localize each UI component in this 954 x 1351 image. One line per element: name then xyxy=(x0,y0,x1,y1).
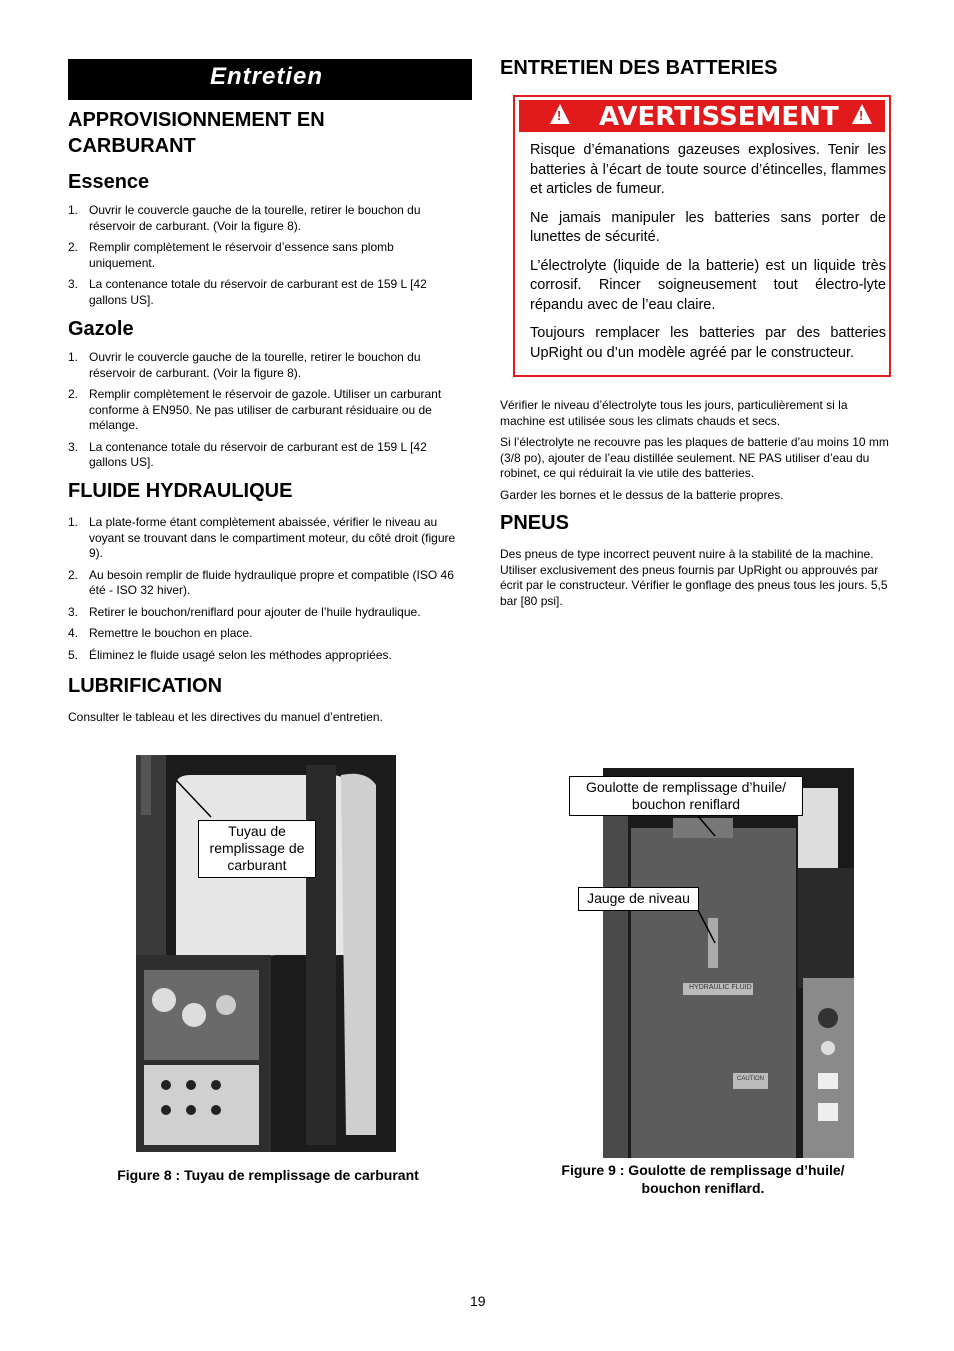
fuel-tank-illustration xyxy=(136,755,396,1152)
list-item: 1. La plate-forme étant complètement abaissée, vérifier le niveau au voyant se trouvant dans le compartiment moteur, du côté droit (figure 9). xyxy=(68,515,456,560)
warning-paragraph: Toujours remplacer les batteries par des batteries UpRight ou d’un modèle agréé par le constructeur. xyxy=(530,325,886,361)
battery-paragraph: Garder les bornes et le dessus de la batterie propres. xyxy=(500,488,784,502)
list-item: 4. Remettre le bouchon en place. xyxy=(68,626,253,640)
heading-batteries: ENTRETIEN DES BATTERIES xyxy=(500,57,778,79)
warning-paragraph: L’électrolyte (liquide de la batterie) est un liquide très corrosif. Rincer soigneusement tout électro-lyte répandu avec de l’eau claire. xyxy=(530,257,886,313)
list-item: 3. La contenance totale du réservoir de carburant est de 159 L [42 gallons US]. xyxy=(68,277,427,307)
page-number: 19 xyxy=(470,1293,486,1309)
essence-list xyxy=(68,203,463,314)
list-item: 3. La contenance totale du réservoir de carburant est de 159 L [42 gallons US]. xyxy=(68,439,427,469)
warning-label: AVERTISSEMENT xyxy=(599,102,839,132)
warning-triangle-icon: ! xyxy=(550,104,570,124)
figure9-caption: Figure 9 : Goulotte de remplissage d’huile/ bouchon reniflard. xyxy=(561,1162,845,1196)
list-item: 2. Remplir complètement le réservoir d’essence sans plomb uniquement. xyxy=(68,240,394,270)
list-item: 3. Retirer le bouchon/reniflard pour ajouter de l’huile hydraulique. xyxy=(68,604,421,619)
warning-paragraph: Risque d’émanations gazeuses explosives. Tenir les batteries à l’écart de toute source d’étincelles, flammes et articles de fumeur. xyxy=(530,142,886,197)
list-item: 2. Au besoin remplir de fluide hydraulique propre et compatible (ISO 46 été - ISO 32 hiver). xyxy=(68,567,454,597)
section-title-bar xyxy=(68,59,472,100)
lubrification-text: Consulter le tableau et les directives du manuel d’entretien. xyxy=(68,710,383,724)
heading-lubrification: LUBRIFICATION xyxy=(68,675,223,697)
figure8-caption: Figure 8 : Tuyau de remplissage de carburant xyxy=(117,1167,419,1183)
battery-paragraph: Vérifier le niveau d’électrolyte tous les jours, particulièrement si la machine est utilisée sous les climats chauds et secs. xyxy=(500,398,848,428)
warning-triangle-icon: ! xyxy=(852,104,872,124)
hydraulic-tank-illustration xyxy=(603,768,854,1158)
tank-label: HYDRAULIC FLUID xyxy=(689,984,752,991)
warning-paragraph: Ne jamais manipuler les batteries sans porter de lunettes de sécurité. xyxy=(530,209,886,245)
gazole-list xyxy=(68,350,463,477)
heading-fluide: FLUIDE HYDRAULIQUE xyxy=(68,480,293,502)
pneus-text: Des pneus de type incorrect peuvent nuire à la stabilité de la machine. Utiliser exclusivement des pneus fournis par UpRight ou approuvés par écrit par le constructeur. Vérifier le gonflage des pneus tous les jours. 5,5 bar [80 psi]. xyxy=(500,547,888,608)
figure8-photo xyxy=(136,755,396,1152)
caution-label: CAUTION xyxy=(737,1076,764,1082)
figure9-photo xyxy=(603,768,854,1158)
heading-pneus: PNEUS xyxy=(500,512,569,534)
warning-body xyxy=(530,141,886,372)
figure9-callout-gauge: Jauge de niveau xyxy=(578,887,699,911)
heading-gazole: Gazole xyxy=(68,318,134,340)
warning-box xyxy=(513,95,891,377)
list-item: 5. Éliminez le fluide usagé selon les méthodes appropriées. xyxy=(68,647,392,662)
list-item: 1. Ouvrir le couvercle gauche de la tourelle, retirer le bouchon du réservoir de carburant. (Voir la figure 8). xyxy=(68,350,421,380)
heading-approvisionnement: APPROVISIONNEMENT EN CARBURANT xyxy=(68,109,325,157)
figure8-callout: Tuyau de remplissage de carburant xyxy=(198,820,316,878)
heading-essence: Essence xyxy=(68,171,150,193)
list-item: 1. Ouvrir le couvercle gauche de la tourelle, retirer le bouchon du réservoir de carburant. (Voir la figure 8). xyxy=(68,203,421,233)
list-item: 2. Remplir complètement le réservoir de gazole. Utiliser un carburant conforme à EN950. Ne pas utiliser de carburant résiduaire ou de mélange. xyxy=(68,387,442,432)
battery-paragraph: Si l’électrolyte ne recouvre pas les plaques de batterie d’au moins 10 mm (3/8 po), ajouter de l’eau distillée seulement. NE PAS utiliser d’eau du robinet, ce qui réduirait la vie utile des batteries. xyxy=(500,435,889,480)
figure9-callout-top: Goulotte de remplissage d’huile/ bouchon reniflard xyxy=(569,776,803,816)
fluide-list xyxy=(68,515,463,669)
section-title: Entretien xyxy=(210,63,324,90)
warning-header xyxy=(519,100,885,132)
